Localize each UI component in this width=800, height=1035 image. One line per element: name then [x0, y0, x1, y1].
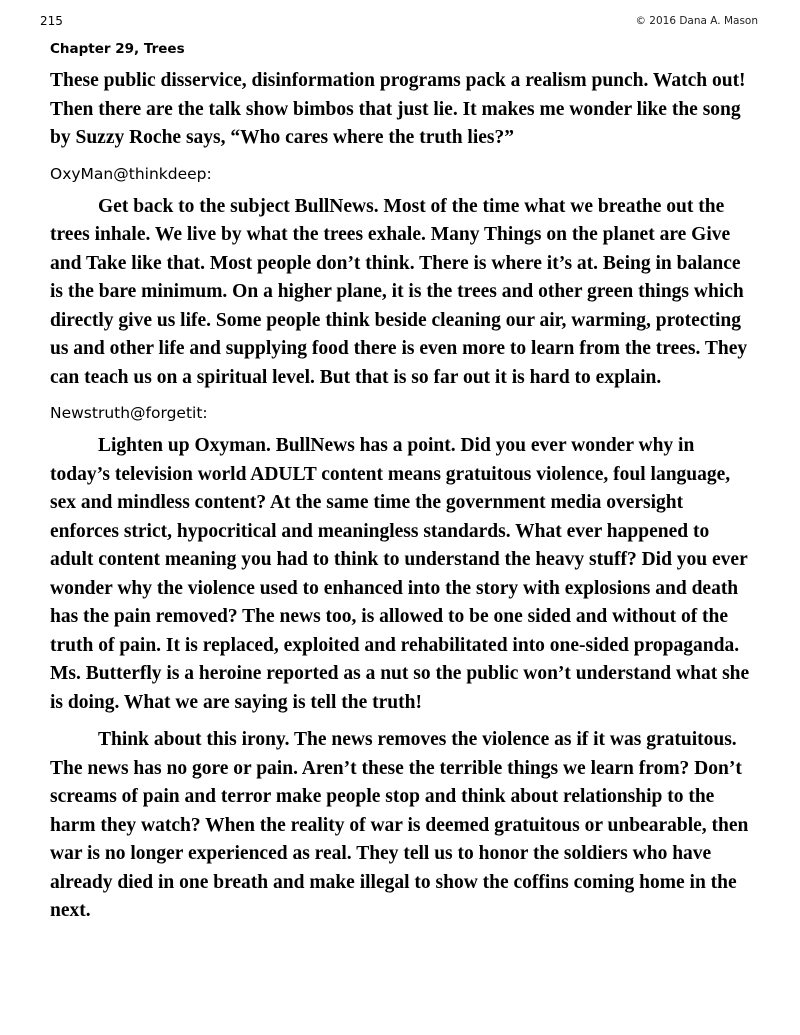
- paragraph: Lighten up Oxyman. BullNews has a point. Did you ever wonder why in today’s television world ADULT content means gratuitous violence, foul language, sex and mindless content? At the same time the government media oversight enforces strict, hypocritical and meaningless standards. What ever happened to adult content meaning you had to think to understand the heavy stuff? Did you ever wonder why the violence used to enhanced into the story with explosions and death has the pain removed? The news too, is allowed to be one sided and without of the truth of pain. It is replaced, exploited and rehabilitated into one-sided propaganda. Ms. Butterfly is a heroine reported as a nut so the public won’t understand what she is doing. What we are saying is tell the truth!: [50, 435, 750, 713]
- paragraph: Get back to the subject BullNews. Most of the time what we breathe out the trees inhale. We live by what the trees exhale. Many Things on the planet are Give and Take like that. Most people don’t think. There is where it’s at. Being in balance is the bare minimum. On a higher plane, it is the trees and other green things which directly give us life. Some people think beside cleaning our air, warming, protecting us and other life and supplying food there is even more to learn from the trees. They can teach us on a spiritual level. But that is so far out it is hard to explain.: [50, 195, 748, 388]
- paragraph: Think about this irony. The news removes the violence as if it was gratuitous. The news has no gore or pain. Aren’t these the terrible things we learn from? Don’t screams of pain and terror make people stop and think about relationship to the harm they watch? When the reality of war is deemed gratuitous or unbearable, then war is no longer experienced as real. They tell us to honor the soldiers who have already died in one breath and make illegal to show the coffins coming home in the next.: [50, 729, 749, 921]
- speaker-handle: Newstruth@forgetit:: [50, 404, 208, 422]
- page-number: 215: [40, 14, 63, 28]
- chapter-heading: Chapter 29, Trees: [50, 41, 185, 57]
- page-body: [50, 67, 750, 926]
- paragraph-gap: [50, 717, 750, 726]
- paragraph: These public disservice, disinformation programs pack a realism punch. Watch out! Then there are the talk show bimbos that just lie. It makes me wonder like the song by Suzzy Roche says, “Who cares where the truth lies?”: [50, 70, 746, 148]
- copyright-notice: © 2016 Dana A. Mason: [635, 15, 758, 27]
- speaker-handle: OxyMan@thinkdeep:: [50, 164, 212, 183]
